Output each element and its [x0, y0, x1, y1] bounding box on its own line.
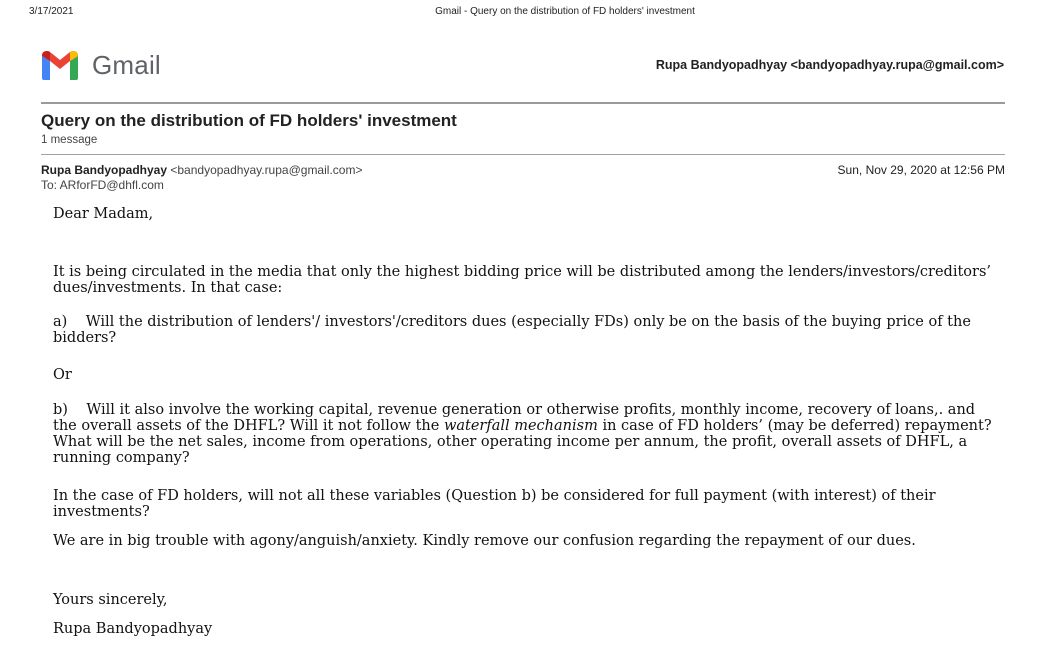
gmail-logo-icon	[40, 50, 80, 80]
body-question-a: a) Will the distribution of lenders'/ investors'/creditors dues (especially FDs) only be on the basis of the buying price of the bidders?	[53, 314, 976, 346]
gmail-wordmark: Gmail	[92, 50, 161, 80]
body-trouble: We are in big trouble with agony/anguish/anxiety. Kindly remove our confusion regarding the repayment of our dues.	[53, 533, 916, 549]
print-title: Gmail - Query on the distribution of FD holders' investment	[435, 6, 695, 17]
thread-subject: Query on the distribution of FD holders' investment	[41, 111, 457, 130]
print-date: 3/17/2021	[29, 6, 74, 17]
question-b-emphasis: waterfall mechanism	[443, 418, 598, 434]
body-question-b	[53, 402, 1003, 466]
header-divider	[41, 102, 1005, 104]
body-closing: Yours sincerely,	[53, 592, 168, 608]
recipient-line: To: ARforFD@dhfl.com	[41, 178, 164, 192]
body-greeting: Dear Madam,	[53, 206, 154, 222]
sender-name[interactable]: Rupa Bandyopadhyay	[41, 163, 168, 177]
message-date: Sun, Nov 29, 2020 at 12:56 PM	[837, 163, 1005, 177]
gmail-logo[interactable]	[40, 49, 161, 81]
body-intro: It is being circulated in the media that only the highest bidding price will be distributed among the lenders/investors/creditors’ dues/investments. In that case:	[53, 264, 991, 296]
sender-email[interactable]: <bandyopadhyay.rupa@gmail.com>	[170, 163, 363, 177]
account-identity: Rupa Bandyopadhyay <bandyopadhyay.rupa@gmail.com>	[655, 58, 1004, 72]
question-b-text-start: b) Will it also involve the working capital, revenue generation or otherwise profits, monthly income, recovery of loans,. and the overall assets of the DHFL? Will it not follow the	[53, 402, 980, 434]
sender-line	[41, 163, 362, 177]
body-fd-question: In the case of FD holders, will not all these variables (Question b) be considered for full payment (with interest) of their investments?	[53, 488, 936, 520]
body-signature: Rupa Bandyopadhyay	[53, 621, 213, 637]
subject-divider	[41, 154, 1005, 155]
message-count: 1 message	[41, 134, 98, 146]
body-or: Or	[53, 367, 72, 383]
print-header	[0, 6, 1050, 22]
question-b-text-end: in case of FD holders’ (may be deferred) repayment? What will be the net sales, income from operations, other operating income per annum, the profit, overall assets of DHFL, a running company?	[53, 418, 997, 466]
